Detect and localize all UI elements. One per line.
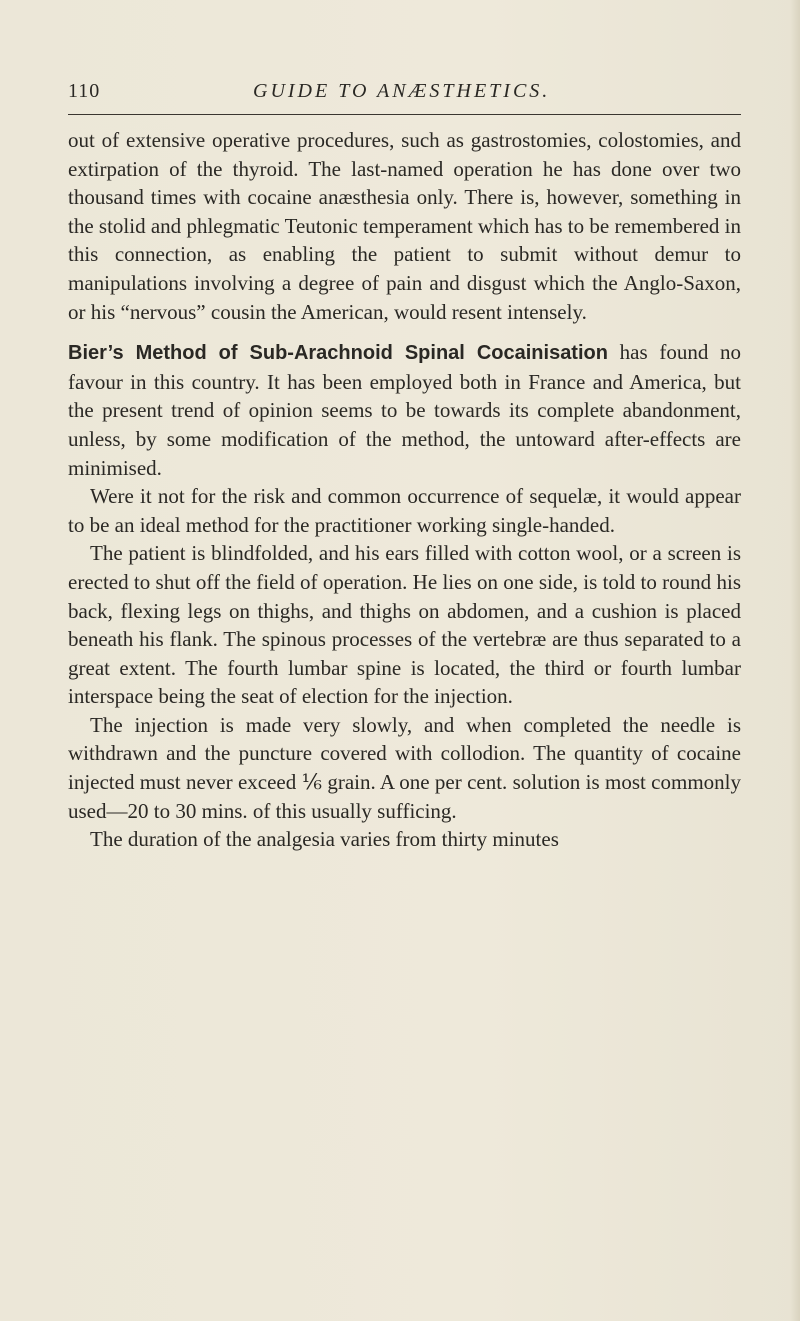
page-header xyxy=(68,80,740,116)
page-number: 110 xyxy=(68,80,101,102)
paragraph-text: Were it not for the risk and common occurrence of sequelæ, it would appear to be an ideal method for the practitioner working single-handed. xyxy=(68,484,741,537)
paragraph-patient-position xyxy=(68,539,741,711)
paragraph-text: The patient is blindfolded, and his ears filled with cotton wool, or a screen is erected to shut off the field of operation. He lies on one side, is told to round his back, flexing legs on thighs, and thighs on abdomen, and a cushion is placed beneath his flank. The spinous processes of the vertebræ are thus separated to a great extent. The fourth lumbar spine is located, the third or fourth lumbar interspace being the seat of election for the injection. xyxy=(68,541,741,709)
paragraph-text: The injection is made very slowly, and when completed the needle is withdrawn and the puncture covered with collodion. The quantity of cocaine injected must never exceed ⅙ grain. A one per cent. solution is most commonly used—20 to 30 mins. of this usually sufficing. xyxy=(68,712,741,823)
paragraph-text: out of extensive operative procedures, such as gastrostomies, colostomies, and extirpation of the thyroid. The last-named operation he has done over two thousand times with cocaine anæsthesia only. There is, however, something in the stolid and phlegmatic Teutonic temperament which has to be remembered in this connection, as enabling the patient to submit without demur to manipulations involving a degree of pain and disgust which the Anglo-Saxon, or his “nervous” cousin the American, would resent intensely. xyxy=(68,128,741,324)
paragraph-bier-method xyxy=(68,338,741,482)
header-rule xyxy=(68,114,741,115)
paragraph-continued xyxy=(68,126,741,326)
paragraph-sequelae xyxy=(68,482,741,539)
running-title: GUIDE TO ANÆSTHETICS. xyxy=(253,80,551,102)
section-heading: Bier’s Method of Sub-Arachnoid Spinal Cocainisation xyxy=(68,342,608,365)
paragraph-duration xyxy=(68,825,741,854)
paragraph-text: The duration of the analgesia varies from thirty minutes xyxy=(90,827,559,852)
paragraph-text: has found no favour in this country. It has been employed both in France and America, but the present trend of opinion seems to be towards its complete abandonment, unless, by some modification of the method, the untoward after-effects are minimised. xyxy=(68,340,741,480)
body-text xyxy=(68,126,741,854)
paragraph-injection xyxy=(68,711,741,825)
page-edge-shadow xyxy=(790,0,800,1321)
